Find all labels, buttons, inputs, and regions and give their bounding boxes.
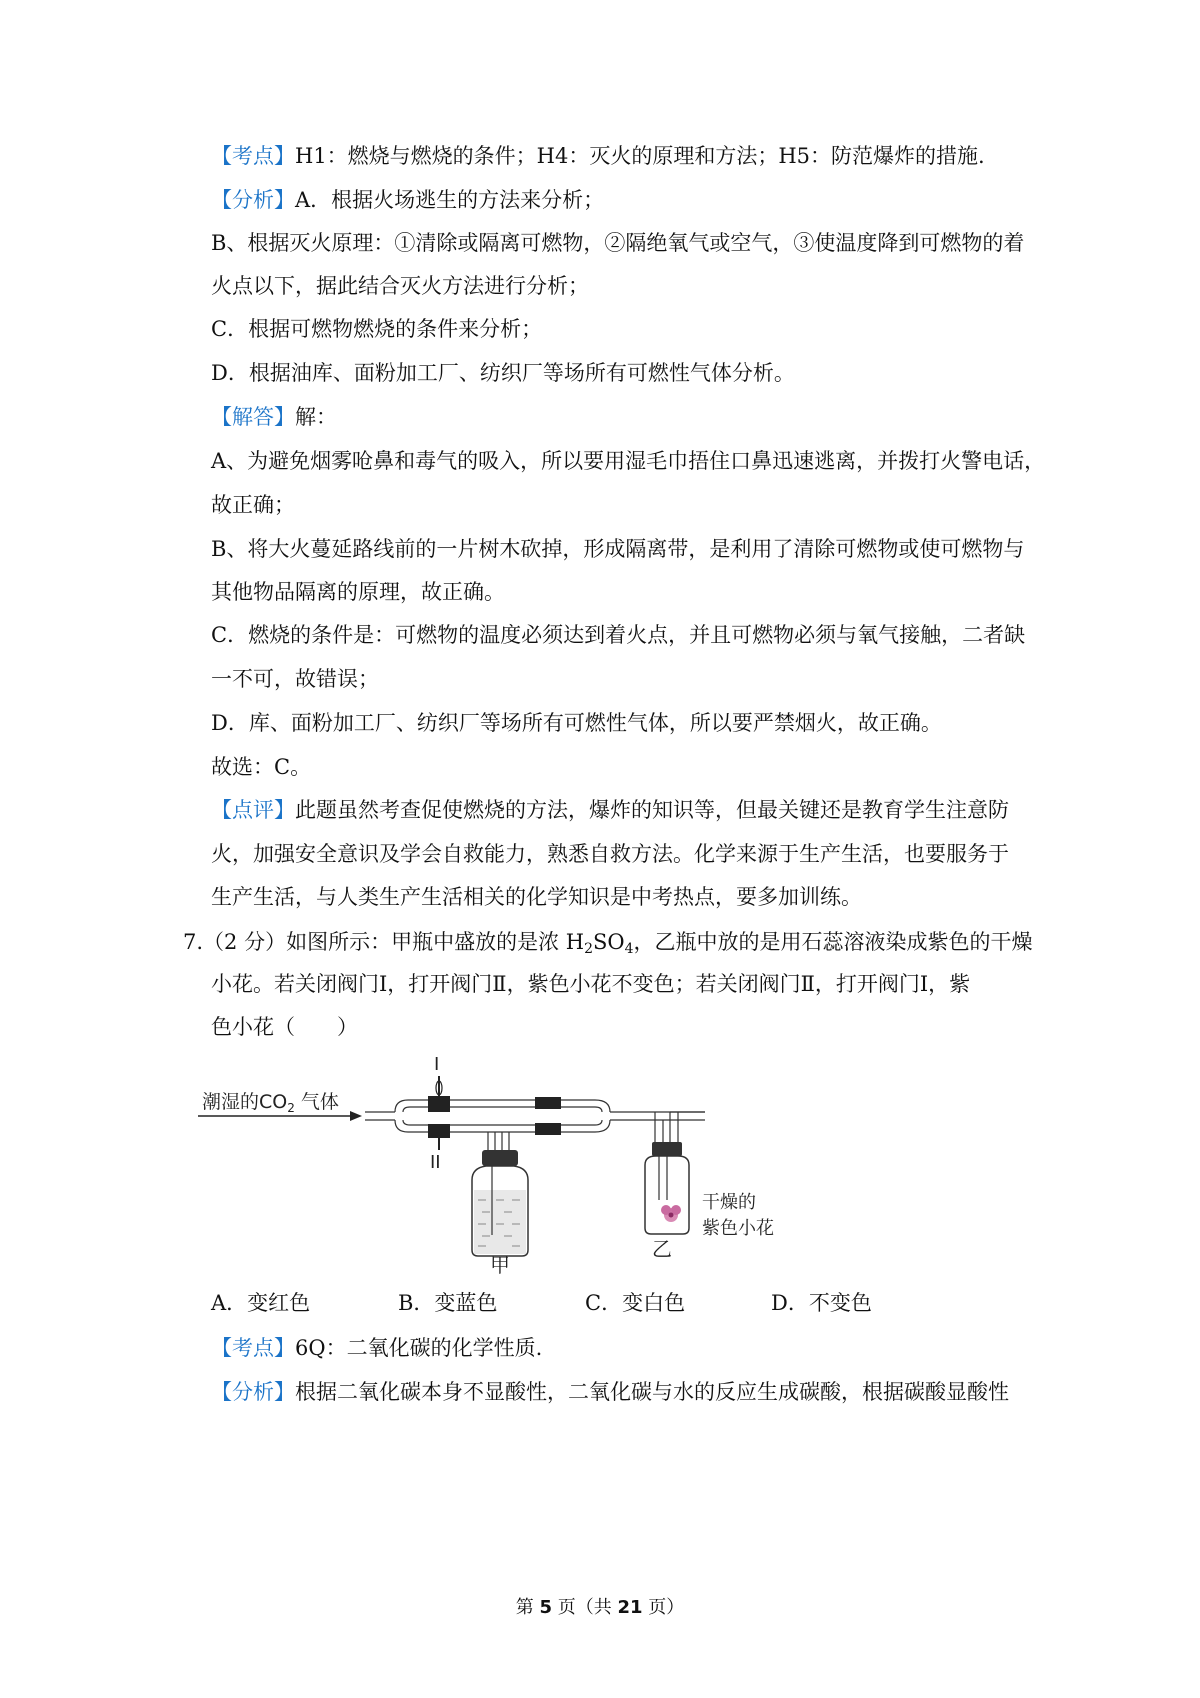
tag-bracket: 【点评】 bbox=[211, 798, 295, 822]
page-number: 5 bbox=[539, 1597, 552, 1618]
answer-line: C．燃烧的条件是：可燃物的温度必须达到着火点，并且可燃物必须与氧气接触，二者缺 bbox=[211, 623, 1026, 647]
line-jieda: 【解答】解： bbox=[211, 405, 337, 429]
option-a: A．变红色 bbox=[211, 1291, 311, 1315]
page-footer: 第 5 页（共 21 页） bbox=[515, 1597, 685, 1618]
question-7-line: 小花。若关闭阀门Ⅰ，打开阀门Ⅱ，紫色小花不变色；若关闭阀门Ⅱ，打开阀门Ⅰ，紫 bbox=[211, 972, 971, 996]
bottle-jia bbox=[472, 1150, 528, 1277]
line-kaodian-q7: 【考点】6Q：二氧化碳的化学性质. bbox=[211, 1336, 543, 1360]
line-fenxi: 【分析】A．根据火场逃生的方法来分析； bbox=[211, 188, 605, 212]
flower-label-2: 紫色小花 bbox=[702, 1218, 774, 1239]
valve-2 bbox=[428, 1124, 450, 1173]
answer-line: D．库、面粉加工厂、纺织厂等场所有可燃性气体，所以要严禁烟火，故正确。 bbox=[211, 711, 942, 735]
connector-lower bbox=[535, 1123, 561, 1135]
arrow-head bbox=[350, 1111, 362, 1121]
valve-1 bbox=[428, 1054, 450, 1112]
answer-line: 一不可，故错误； bbox=[211, 667, 379, 691]
tag-bracket: 【考点】 bbox=[211, 144, 295, 168]
flower-label-1: 干燥的 bbox=[702, 1192, 756, 1213]
option-d: D．不变色 bbox=[771, 1291, 872, 1315]
answer-line: A、为避免烟雾呛鼻和毒气的吸入，所以要用湿毛巾捂住口鼻迅速逃离，并拨打火警电话， bbox=[211, 449, 1046, 473]
tag-bracket: 【考点】 bbox=[211, 1336, 295, 1360]
answer-line: 其他物品隔离的原理，故正确。 bbox=[211, 580, 505, 604]
valve-2-label: II bbox=[430, 1152, 441, 1173]
analysis-line: 火点以下，据此结合灭火方法进行分析； bbox=[211, 274, 589, 298]
answer-line: B、将大火蔓延路线前的一片树木砍掉，形成隔离带，是利用了清除可燃物或使可燃物与 bbox=[211, 537, 1025, 561]
gas-label: 潮湿的$CO_2$ 气体 bbox=[202, 1091, 339, 1115]
option-c: C．变白色 bbox=[585, 1291, 686, 1315]
analysis-line: D．根据油库、面粉加工厂、纺织厂等场所有可燃性气体分析。 bbox=[211, 361, 795, 385]
apparatus-figure bbox=[190, 1050, 810, 1280]
line-fenxi-q7: 【分析】根据二氧化碳本身不显酸性，二氧化碳与水的反应生成碳酸，根据碳酸显酸性 bbox=[211, 1380, 1009, 1404]
question-7-line: 色小花（ ） bbox=[211, 1015, 358, 1039]
tag-bracket: 【分析】 bbox=[211, 188, 295, 212]
question-number: 7. bbox=[183, 930, 204, 954]
page-total: 21 bbox=[617, 1597, 643, 1618]
tag-bracket: 【解答】 bbox=[211, 405, 295, 429]
analysis-line: B、根据灭火原理：①清除或隔离可燃物，②隔绝氧气或空气，③使温度降到可燃物的着 bbox=[211, 231, 1025, 255]
valve-1-label: I bbox=[434, 1054, 440, 1075]
bottle-jia-label: 甲 bbox=[490, 1253, 510, 1277]
analysis-line: C．根据可燃物燃烧的条件来分析； bbox=[211, 317, 543, 341]
comment-line: 火，加强安全意识及学会自救能力，熟悉自救方法。化学来源于生产生活，也要服务于 bbox=[211, 842, 1009, 866]
bottle-yi bbox=[645, 1142, 774, 1261]
question-7-stem: 7.（2 分）如图所示：甲瓶中盛放的是浓 $H_2SO_4$，乙瓶中放的是用石蕊溶液染成紫色的干燥 bbox=[183, 930, 1033, 957]
answer-choice-line: 故选：C。 bbox=[211, 755, 312, 779]
connector-upper bbox=[535, 1097, 561, 1109]
tag-bracket: 【分析】 bbox=[211, 1380, 295, 1404]
line-dianping: 【点评】此题虽然考查促使燃烧的方法，爆炸的知识等，但最关键还是教育学生注意防 bbox=[211, 798, 1009, 822]
answer-line: 故正确； bbox=[211, 493, 295, 517]
line-kaodian: 【考点】H1：燃烧与燃烧的条件；H4：灭火的原理和方法；H5：防范爆炸的措施. bbox=[211, 144, 985, 168]
comment-line: 生产生活，与人类生产生活相关的化学知识是中考热点，要多加训练。 bbox=[211, 885, 862, 909]
bottle-yi-label: 乙 bbox=[652, 1237, 672, 1261]
option-b: B．变蓝色 bbox=[398, 1291, 498, 1315]
